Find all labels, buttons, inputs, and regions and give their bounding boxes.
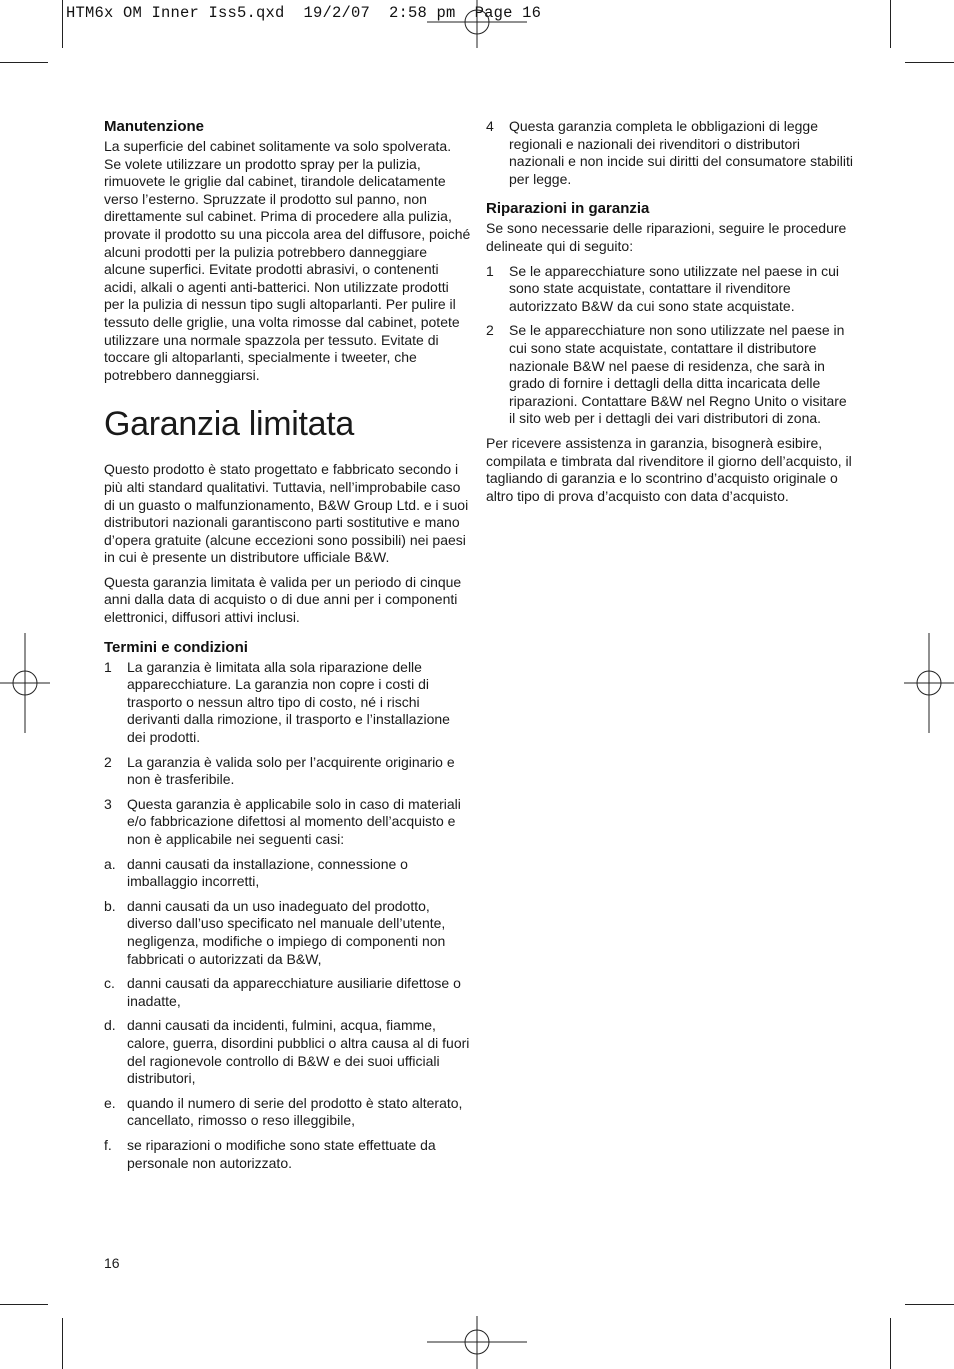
terms-item-text: La garanzia è limitata alla sola riparazione delle apparecchiature. La garanzia non copre i costi di trasporto o nessun altro tipo di costo, né i rischi derivanti dalla rimozione, il trasporto e l’installazione dei prodotti.	[127, 658, 450, 746]
terms-item	[104, 659, 472, 747]
registration-mark-top	[427, 0, 527, 48]
left-column	[104, 118, 472, 1179]
right-column	[486, 118, 856, 512]
crop-mark-bottom-left-horizontal	[0, 1304, 48, 1305]
terms-item-letter: a.	[104, 855, 116, 872]
repairs-item-number: 1	[486, 262, 494, 279]
terms-item-text: danni causati da apparecchiature ausiliarie difettose o inadatte,	[127, 975, 461, 1009]
terms-item-text: danni causati da installazione, connessione o imballaggio incorretti,	[127, 855, 408, 890]
terms-item	[104, 898, 472, 968]
terms-item-text: Questa garanzia completa le obbligazioni di legge regionali e nazionali dei rivenditori o distributori nazionali e non incide sui diritti del consumatore stabiliti per legge.	[509, 118, 853, 187]
terms-item-number: 2	[104, 753, 112, 770]
repairs-heading: Riparazioni in garanzia	[486, 200, 650, 218]
crop-mark-top-right-vertical	[890, 0, 891, 48]
repairs-intro: Se sono necessarie delle riparazioni, seguire le procedure delineate qui di seguito:	[486, 220, 847, 254]
terms-item-text: La garanzia è valida solo per l’acquirente originario e non è trasferibile.	[127, 753, 455, 788]
crop-mark-top-left-vertical	[62, 0, 63, 48]
terms-item	[104, 1017, 472, 1087]
warranty-title: Garanzia limitata	[104, 405, 354, 444]
repairs-item	[486, 322, 856, 428]
terms-item	[104, 1095, 472, 1130]
terms-item-text: quando il numero di serie del prodotto è stato alterato, cancellato, rimosso o reso illeggibile,	[127, 1094, 463, 1129]
terms-item-letter: e.	[104, 1094, 116, 1111]
terms-item-letter: f.	[104, 1136, 112, 1153]
terms-item-text: se riparazioni o modifiche sono state effettuate da personale non autorizzato.	[127, 1136, 436, 1171]
crop-mark-bottom-left-vertical	[62, 1318, 63, 1369]
terms-item-number: 4	[486, 118, 494, 134]
repairs-item-text: Se le apparecchiature sono utilizzate nel paese in cui sono state acquistate, contattare il rivenditore autorizzato B&W da cui sono state acquistate.	[509, 262, 839, 314]
warranty-para-1: Questo prodotto è stato progettato e fabbricato secondo i più alti standard qualitativi. Tuttavia, nell’improbabile caso di un guasto o malfunzionamento, B&W Group Ltd. e i suoi distributori nazionali garantiscono parti sostitutive e mano d’opera gratuite (alcune eccezioni sono possibili) nei paesi in cui è presente un distributore ufficiale B&W.	[104, 461, 469, 566]
terms-item-number: 3	[104, 795, 112, 812]
repairs-item-text: Se le apparecchiature non sono utilizzate nel paese in cui sono state acquistate, contattare il distributore nazionale B&W nel paese di residenza, che sarà in grado di fornire i dettagli della ditta incaricata delle riparazioni. Contattare B&W nel Regno Unito o visitare il sito web per i dettagli dei vari distributori di zona.	[509, 322, 847, 427]
terms-item-4	[486, 118, 856, 188]
crop-mark-top-left-horizontal	[0, 62, 48, 63]
terms-item-letter: d.	[104, 1017, 116, 1034]
terms-item-text: danni causati da incidenti, fulmini, acqua, fiamme, calore, guerra, disordini pubblici o altra causa al di fuori del ragionevole controllo di B&W e dei suoi ufficiali distributori,	[127, 1017, 470, 1087]
repairs-item-number: 2	[486, 322, 494, 339]
registration-mark-right	[904, 633, 954, 733]
terms-item	[104, 1137, 472, 1172]
repairs-item	[486, 263, 856, 316]
print-slug: HTM6x OM Inner Iss5.qxd 19/2/07 2:58 pm Page 16	[66, 4, 542, 22]
terms-item-letter: c.	[104, 975, 115, 992]
terms-item-letter: b.	[104, 897, 116, 914]
terms-item-text: Questa garanzia è applicabile solo in caso di materiali e/o fabbricazione difettosi al momento dell’acquisto e non è applicabile nei seguenti casi:	[127, 795, 461, 847]
crop-mark-bottom-right-horizontal	[905, 1304, 954, 1305]
page-number: 16	[104, 1255, 120, 1271]
terms-item	[104, 796, 472, 849]
maintenance-text: La superficie del cabinet solitamente va solo spolverata. Se volete utilizzare un prodotto spray per la pulizia, rimuovete le griglie dal cabinet, tirandole delicatamente verso l’esterno. Spruzzate il prodotto sul panno, non direttamente sul cabinet. Prima di procedere alla pulizia, provate il prodotto su una piccola area del diffusore, poiché alcuni prodotti per la pulizia potrebbero danneggiare alcune superfici. Evitate prodotti abrasivi, o contenenti acidi, alkali o agenti anti-batterici. Non utilizzate prodotti per la pulizia di nessun tipo sugli altoparlanti. Per pulire il tessuto delle griglie, una volta rimosse dal cabinet, potete utilizzare una normale spazzola per tessuto. Evitate di toccare gli altoparlanti, specialmente i tweeter, che potrebbero danneggiarsi.	[104, 138, 471, 383]
maintenance-heading: Manutenzione	[104, 118, 204, 135]
crop-mark-bottom-right-vertical	[890, 1318, 891, 1369]
terms-item	[104, 754, 472, 789]
terms-item-text: danni causati da un uso inadeguato del prodotto, diverso dall’uso specificato nel manuale dell’utente, negligenza, modifiche o impiego di componenti non fabbricati o autorizzati da B&W,	[127, 897, 446, 967]
repairs-closing: Per ricevere assistenza in garanzia, bisognerà esibire, compilata e timbrata dal rivenditore il giorno dell’acquisto, il tagliando di garanzia e lo scontrino d’acquisto originale o altro tipo di prova d’acquisto con data d’acquisto.	[486, 434, 852, 504]
crop-mark-top-right-horizontal	[905, 62, 954, 63]
warranty-para-2: Questa garanzia limitata è valida per un periodo di cinque anni dalla data di acquisto o di due anni per i componenti elettronici, diffusori attivi inclusi.	[104, 573, 462, 626]
terms-item	[104, 856, 472, 891]
terms-item-number: 1	[104, 658, 112, 675]
registration-mark-bottom	[427, 1316, 527, 1369]
terms-item	[104, 975, 472, 1010]
registration-mark-left	[0, 633, 50, 733]
terms-heading: Termini e condizioni	[104, 638, 248, 656]
